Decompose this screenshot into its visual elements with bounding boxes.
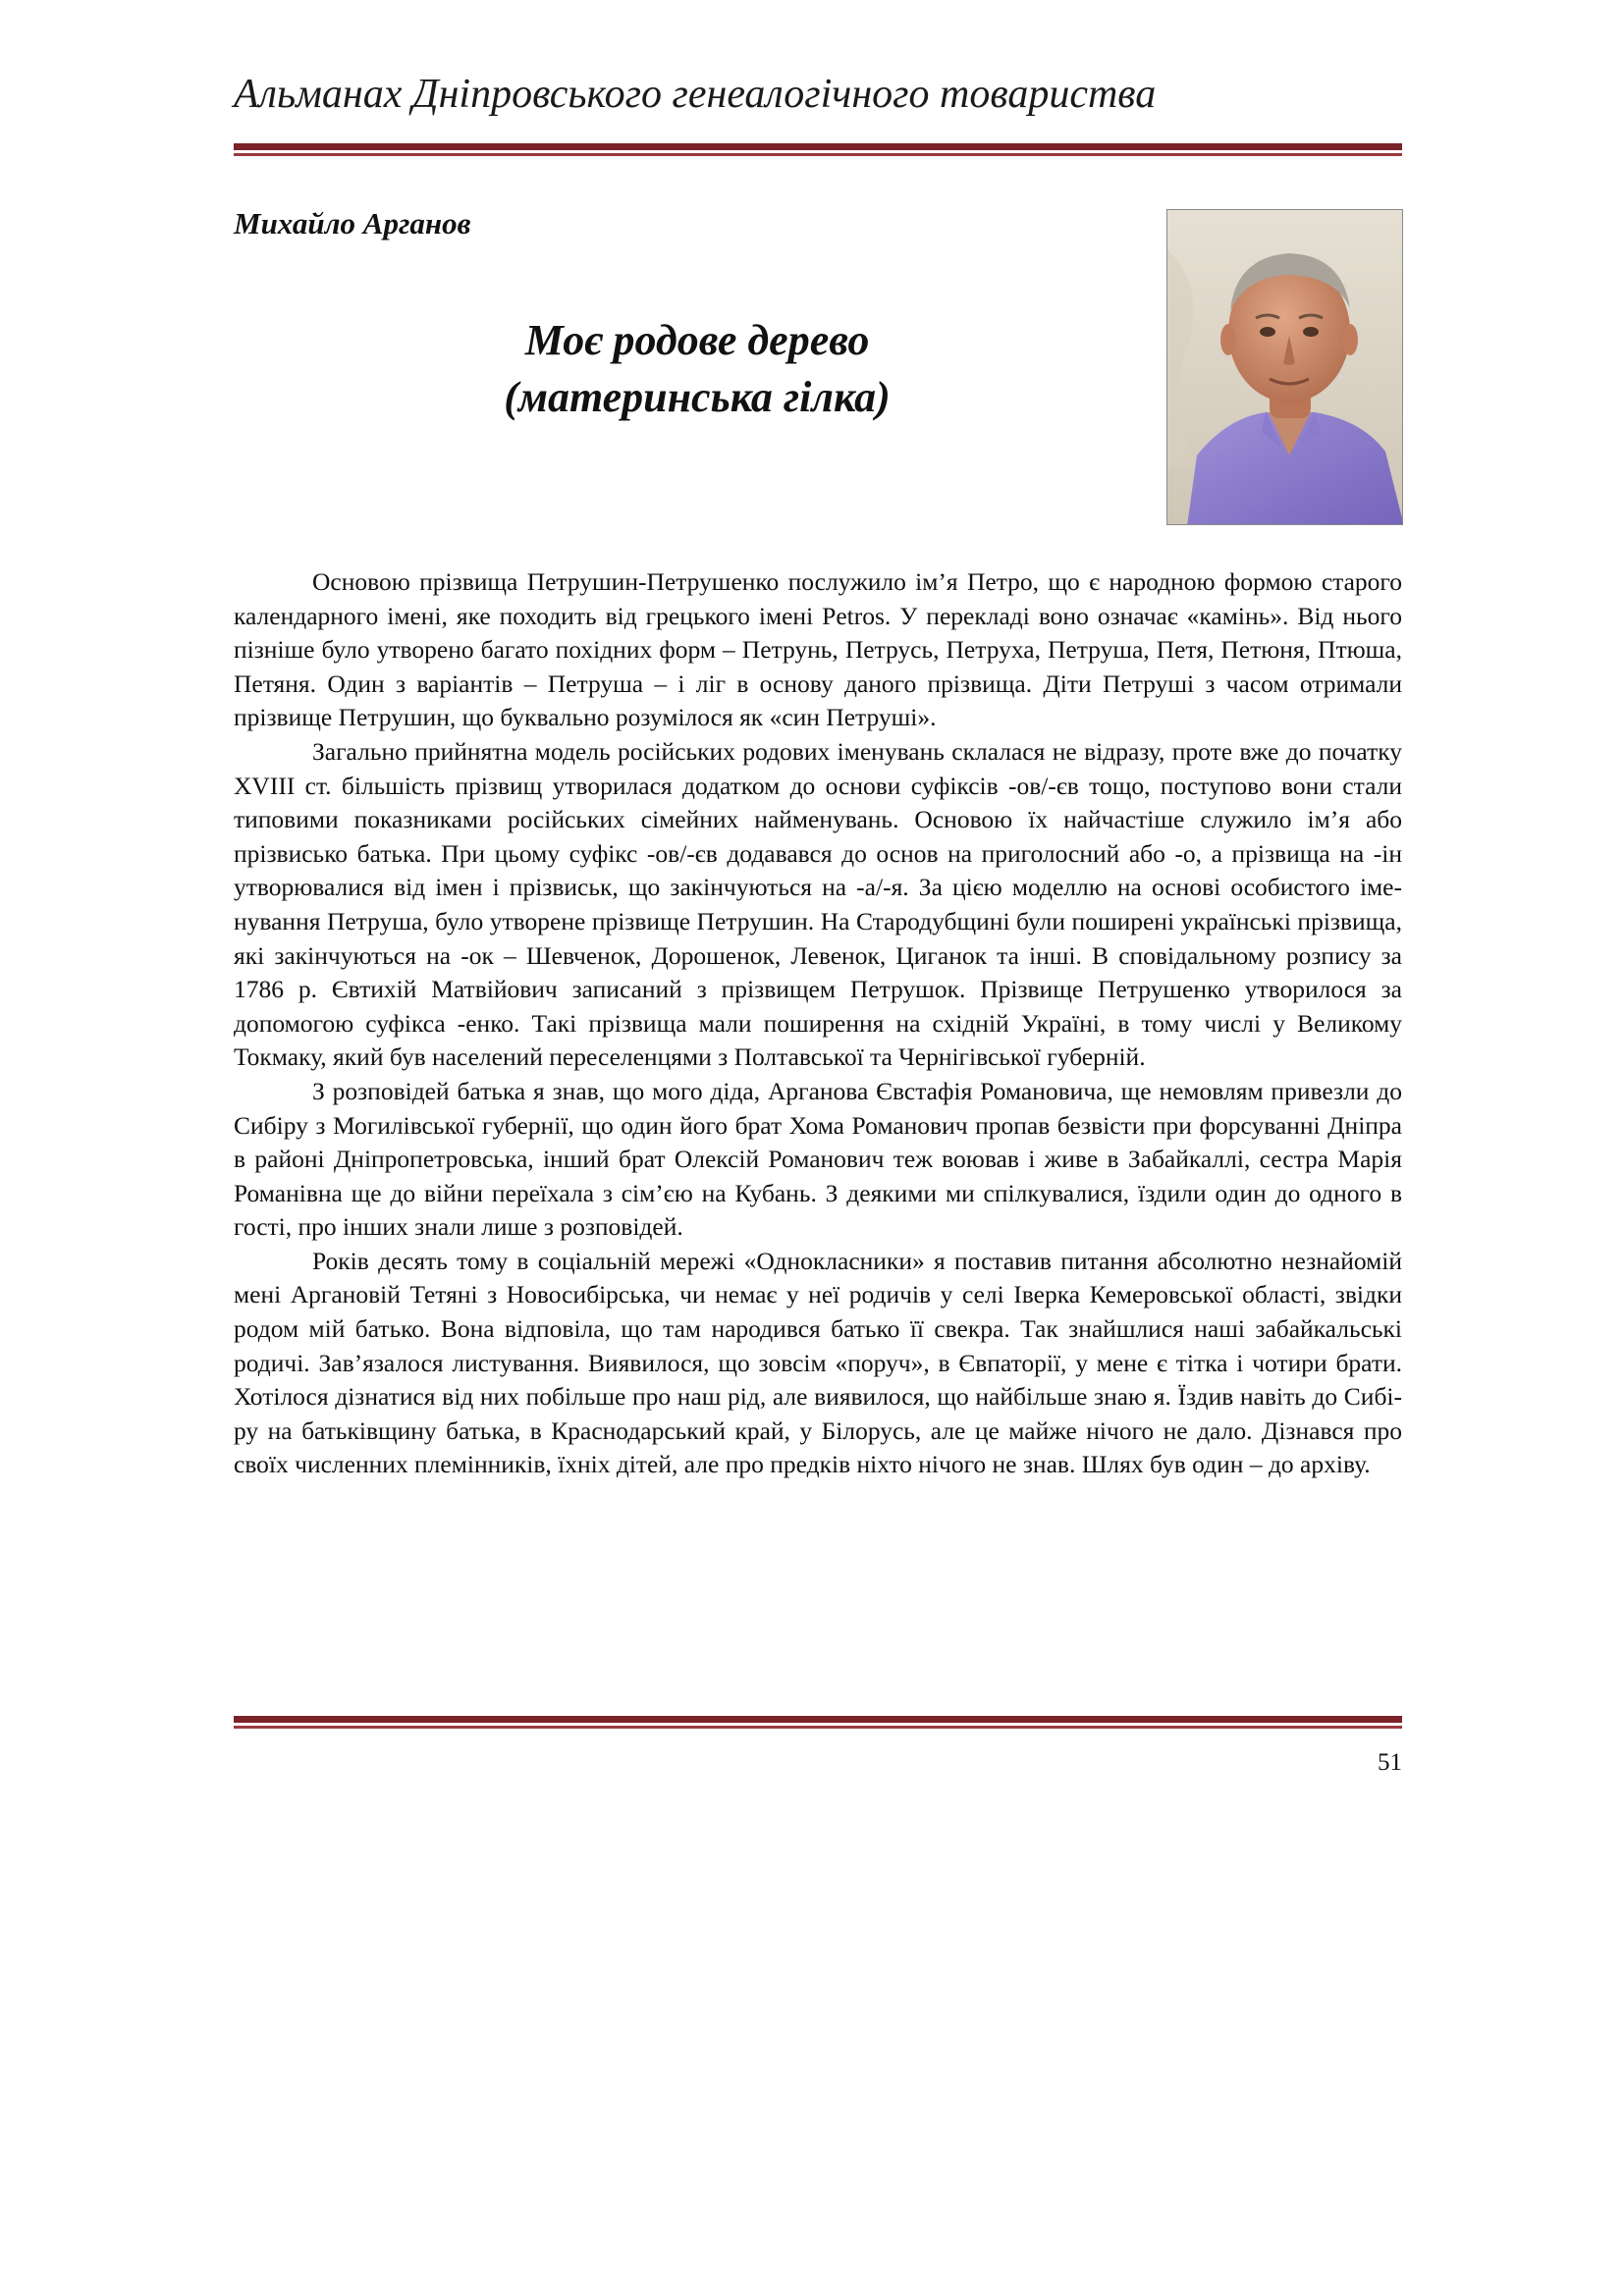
running-head: Альманах Дніпровського генеалогічного товариства: [234, 72, 1157, 117]
article-title: [432, 312, 962, 426]
author-name: Михайло Арганов: [234, 206, 471, 240]
footer-rule: [234, 1716, 1402, 1729]
paragraph: Основою прізвища Петрушин-Петрушенко послужило ім’я Петро, що є народною формою старого календарного імені, яке походить від грецького імені Petros. У перекладі воно означає «камінь». Від нього пізніше було утворено багато похідних форм – Петрунь, Петрусь, Петруха, Петруша, Петя, Петюня, Птюша, Петяня. Один з варіантів – Петруша – і ліг в основу даного прізвища. Діти Петруші з часом отримали прізвище Петрушин, що буквально розумілося як «син Петруші».: [234, 567, 1402, 732]
title-line-2: (материнська гілка): [504, 373, 891, 421]
header-rule: [234, 143, 1402, 156]
paragraph: З розповідей батька я знав, що мого діда, Арганова Євстафія Романовича, ще немовлям привезли до Сибіру з Могилівської губернії, що один його брат Хома Романович пропав безвісти при форсуванні Дніпра в районі Дніпропетровська, інший брат Олексій Романович теж воював і живе в Забайкаллі, сестра Марія Романівна ще до війни переїхала з сім’єю на Кубань. З деякими ми спілкувалися, їздили один до одного в гості, про інших знали лише з розповідей.: [234, 1076, 1402, 1242]
paragraph: Років десять тому в соціальній мережі «Однокласники» я поставив питання абсолютно незнайомій мені Аргановій Тетяні з Новосибірська, чи немає у неї родичів у селі Іверка Кемеровської області, звідки родом мій батько. Вона відповіла, що там народився батько її свекра. Так знайшлися наші забайкальські родичі. Зав’язалося листування. Виявилося, що зовсім «поруч», в Євпаторії, у мене є тітка і чотири брати. Хотілося дізнатися від них побільше про наш рід, але виявилося, що найбільше знаю я. Їздив навіть до Сибіру на батьківщину батька, в Краснодарський край, у Білорусь, але це майже нічого не дало. Дізнався про своїх численних племінників, їхніх дітей, але про предків ніхто нічого не знав. Шлях був один – до архіву.: [234, 1246, 1402, 1479]
title-line-1: Моє родове дерево: [524, 316, 870, 364]
article-body: [234, 565, 1402, 1482]
paragraph: Загально прийнятна модель російських родових іменувань склалася не відразу, проте вже до початку XVIII ст. більшість прізвищ утворилася додатком до основи суфіксів -ов/-єв тощо, поступово вони стали типовими показниками російських сімейних найменувань. Основою їх найчастіше служило ім’я або прізвисько батька. При цьому суфікс -ов/-єв додавався до основ на приголосний або -о, а прізвища на -ін утворювалися від імен і прізвиськ, що закінчуються на -а/-я. За цією моделлю на основі особистого іменування Петруша, було утворене прізвище Петрушин. На Стародубщині були поширені українські прізвища, які закінчуються на -ок – Шевченок, Дорошенок, Левенок, Циганок та інші. В сповідальному розпису за 1786 р. Євтихій Матвійович записаний з прізвищем Петрушок. Прізвище Петрушенко утворилося за допомогою суфікса -енко. Такі прізвища мали поширення на східній Україні, в тому числі у Великому Токмаку, який був населений переселенцями з Полтавської та Чернігівської губерній.: [234, 736, 1402, 1072]
page-number: 51: [1378, 1749, 1402, 1776]
author-portrait: [1166, 209, 1403, 525]
